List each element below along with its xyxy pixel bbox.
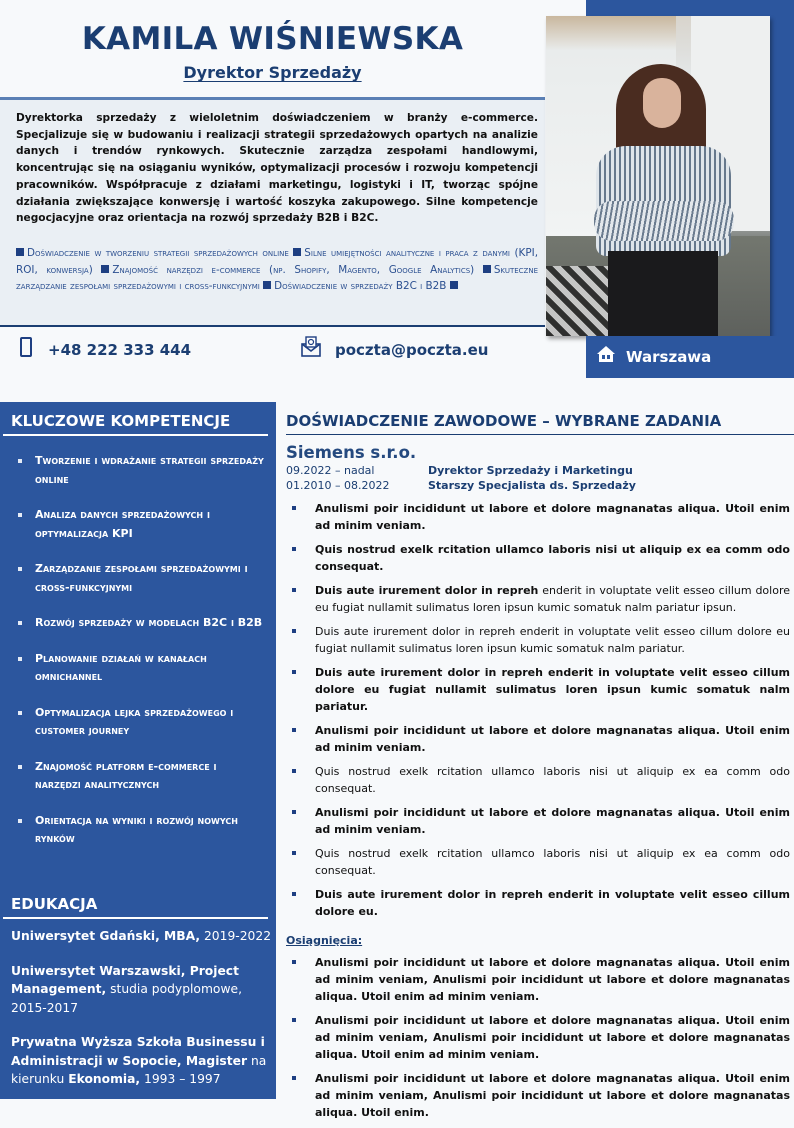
duty-item: Quis nostrud exelk rcitation ullamco laboris nisi ut aliquip ex ea comm odo consequat.: [286, 845, 790, 879]
phone-number[interactable]: +48 222 333 444: [48, 341, 192, 359]
position-row: [286, 478, 794, 493]
bullet-icon: [292, 1076, 296, 1080]
bullet-icon: [18, 711, 22, 715]
summary-skill: Skuteczne zarządzanie zespołami sprzedażowymi i cross-funkcyjnymi: [16, 263, 538, 292]
square-bullet-icon: [483, 265, 491, 273]
competency-item: Znajomość platform e-commerce i narzędzi analitycznych: [18, 758, 266, 795]
mail-icon: [300, 335, 322, 357]
duty-item: Duis aute irurement dolor in repreh enderit in voluptate velit esseo cillum dolore eu fugiat nullamit sulimatus loren ipsun kumic somatuk nalm pariatur ipsun.: [286, 582, 790, 616]
duty-item: Duis aute irurement dolor in repreh enderit in voluptate velit esseo cillum dolore eu fugiat nullamit sulimatus loren ipsun kumic somatuk nalm pariatur.: [286, 623, 790, 657]
competency-item: Zarządzanie zespołami sprzedażowymi i cross-funkcyjnymi: [18, 560, 266, 597]
position-row: [286, 463, 794, 478]
candidate-name: KAMILA WIŚNIEWSKA: [81, 21, 464, 57]
bullet-icon: [18, 567, 22, 571]
contact-phone: [20, 341, 191, 359]
contact-location: [586, 336, 794, 378]
duty-item: Quis nostrud exelk rcitation ullamco laboris nisi ut aliquip ex ea comm odo consequat.: [286, 541, 790, 575]
achievement-item: Anulismi poir incididunt ut labore et dolore magnanatas aliqua. Utoil enim ad minim veniam, Anulismi poir incididunt ut labore et dolore magnanatas aliqua. Utoil enim.: [286, 1070, 790, 1121]
summary-skill: Doświadczenie w sprzedaży B2C i B2B: [274, 280, 447, 292]
duty-item: Quis nostrud exelk rcitation ullamco laboris nisi ut aliquip ex ea comm odo consequat.: [286, 763, 790, 797]
duty-item: Duis aute irurement dolor in repreh enderit in voluptate velit esseo cillum dolore eu.: [286, 886, 790, 920]
duty-item: Anulismi poir incididunt ut labore et dolore magnanatas aliqua. Utoil enim ad minim veniam.: [286, 804, 790, 838]
bullet-icon: [292, 506, 296, 510]
duty-item: Anulismi poir incididunt ut labore et dolore magnanatas aliqua. Utoil enim ad minim veniam.: [286, 722, 790, 756]
bullet-icon: [292, 728, 296, 732]
summary-skill: Silne umiejętności analityczne i praca z danymi (KPI, ROI, konwersja): [16, 247, 538, 276]
position-title: Dyrektor Sprzedaży i Marketingu: [428, 464, 633, 477]
company-name: Siemens s.r.o.: [286, 443, 417, 462]
position-title: Starszy Specjalista ds. Sprzedaży: [428, 479, 636, 492]
square-bullet-icon: [101, 265, 109, 273]
competencies-list: [0, 436, 276, 849]
competency-item: Rozwój sprzedaży w modelach B2C i B2B: [18, 614, 266, 633]
competencies-heading: KLUCZOWE KOMPETENCJE: [11, 412, 231, 430]
candidate-role: Dyrektor Sprzedaży: [183, 63, 362, 82]
competency-item: Tworzenie i wdrażanie strategii sprzedaży online: [18, 452, 266, 489]
education-item: Uniwersytet Gdański, MBA, 2019-2022: [11, 929, 272, 943]
summary-divider: [0, 325, 545, 327]
summary-text: Dyrektorka sprzedaży z wieloletnim doświadczeniem w branży e-commerce. Specjalizuje się w budowaniu i realizacji strategii sprzedażowych opartych na analizie danych i trendów rynkowych. Skutecznie zarządza zespołami handlowymi, koncentrując się na osiąganiu wyników, optymalizacji procesów i rozwoju kompetencji pracowników. Współpracuje z działami marketingu, logistyki i IT, tworząc spójne działania zwiększające konwersję i wartość koszyka zakupowego. Silne kompetencje negocjacyjne oraz orientacja na rozwój sprzedaży B2B i B2C.: [16, 112, 538, 225]
education-list: [11, 927, 271, 1105]
experience-section: [286, 402, 794, 1128]
profile-photo: [546, 16, 770, 336]
bullet-icon: [292, 629, 296, 633]
education-heading: EDUKACJA: [11, 895, 98, 913]
bullet-icon: [18, 819, 22, 823]
bullet-icon: [18, 657, 22, 661]
email-address[interactable]: poczta@poczta.eu: [335, 341, 489, 359]
bullet-icon: [292, 960, 296, 964]
education-divider: [3, 917, 268, 919]
bullet-icon: [292, 1018, 296, 1022]
summary-skill: Doświadczenie w tworzeniu strategii sprzedażowych online: [27, 247, 289, 259]
duty-item: Anulismi poir incididunt ut labore et dolore magnanatas aliqua. Utoil enim ad minim veniam.: [286, 500, 790, 534]
position-dates: 01.2010 – 08.2022: [286, 479, 390, 492]
location-city: Warszawa: [626, 348, 712, 366]
square-bullet-icon: [450, 281, 458, 289]
bullet-icon: [292, 892, 296, 896]
education-header: [0, 885, 276, 919]
contact-email: [300, 341, 488, 359]
square-bullet-icon: [293, 248, 301, 256]
competency-item: Analiza danych sprzedażowych i optymalizacja KPI: [18, 506, 266, 543]
duties-list: [286, 500, 794, 920]
summary-skills: [16, 245, 538, 295]
competency-item: Optymalizacja lejka sprzedażowego i customer journey: [18, 704, 266, 741]
competency-item: Planowanie działań w kanałach omnichannel: [18, 650, 266, 687]
experience-heading: DOŚWIADCZENIE ZAWODOWE – WYBRANE ZADANIA: [286, 412, 722, 430]
bullet-icon: [292, 547, 296, 551]
education-item: Prywatna Wyższa Szkoła Businessu i Administracji w Sopocie, Magister na kierunku Ekonomia, 1993 – 1997: [11, 1035, 267, 1086]
square-bullet-icon: [263, 281, 271, 289]
bullet-icon: [292, 810, 296, 814]
position-dates: 09.2022 – nadal: [286, 464, 375, 477]
bullet-icon: [292, 851, 296, 855]
bullet-icon: [292, 769, 296, 773]
square-bullet-icon: [16, 248, 24, 256]
achievement-item: Anulismi poir incididunt ut labore et dolore magnanatas aliqua. Utoil enim ad minim veniam, Anulismi poir incididunt ut labore et dolore magnanatas aliqua. Utoil enim ad minim veniam.: [286, 1012, 790, 1063]
duty-item: Duis aute irurement dolor in repreh enderit in voluptate velit esseo cillum dolore eu fugiat nullamit sulimatus loren ipsun kumic somatuk nalm pariatur.: [286, 664, 790, 715]
home-icon: [596, 345, 616, 363]
experience-divider: [286, 434, 794, 435]
bullet-icon: [292, 588, 296, 592]
achievements-label: Osiągnięcia:: [286, 934, 363, 947]
bullet-icon: [18, 621, 22, 625]
competency-item: Orientacja na wyniki i rozwój nowych rynków: [18, 812, 266, 849]
bullet-icon: [18, 459, 22, 463]
bullet-icon: [292, 670, 296, 674]
bullet-icon: [18, 513, 22, 517]
achievements-list: [286, 954, 794, 1121]
bullet-icon: [18, 765, 22, 769]
education-item: Uniwersytet Warszawski, Project Management, studia podyplomowe, 2015-2017: [11, 963, 242, 1015]
summary-skill: Znajomość narzędzi e-commerce (np. Shopify, Magento, Google Analytics): [112, 263, 475, 276]
achievement-item: Anulismi poir incididunt ut labore et dolore magnanatas aliqua. Utoil enim ad minim veniam, Anulismi poir incididunt ut labore et dolore magnanatas aliqua. Utoil enim ad minim veniam.: [286, 954, 790, 1005]
resume-header: [0, 0, 545, 98]
phone-icon: [20, 337, 32, 357]
sidebar: [0, 402, 276, 1099]
